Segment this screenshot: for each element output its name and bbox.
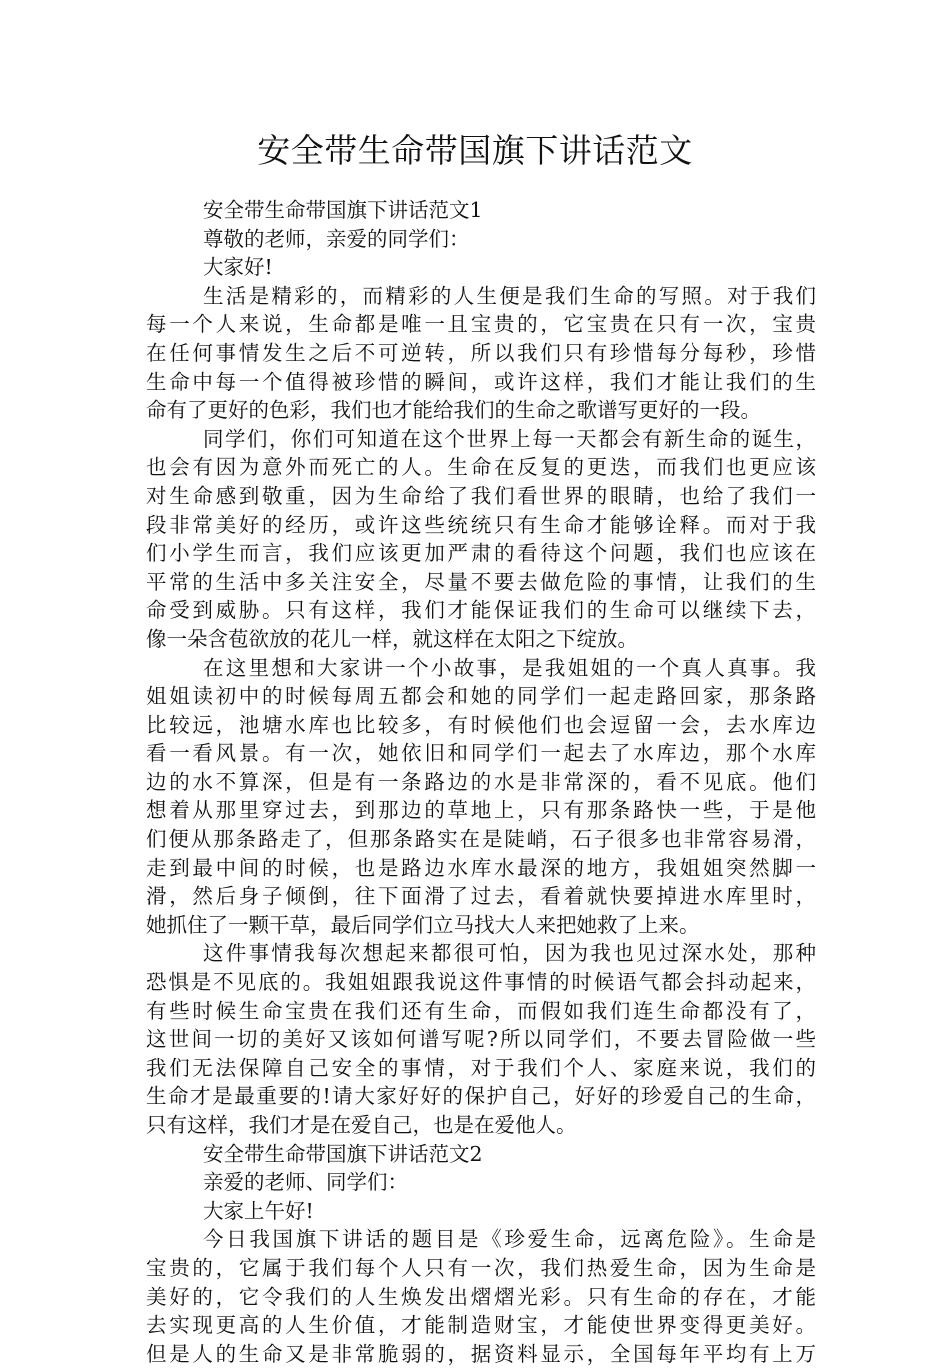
text-line: 们小学生而言，我们应该更加严肃的看待这个问题，我们也应该在 (146, 541, 816, 566)
text-line: 命有了更好的色彩，我们也才能给我们的生命之歌谱写更好的一段。 (146, 398, 761, 423)
text-line: 生命才是最重要的!请大家好好的保护自己，好好的珍爱自己的生命， (146, 1084, 816, 1109)
text-line: 有些时候生命宝贵在我们还有生命，而假如我们连生命都没有了， (146, 998, 816, 1023)
text-line: 去实现更高的人生价值，才能制造财宝，才能使世界变得更美好。 (146, 1313, 816, 1338)
text-line: 大家上午好! (203, 1198, 314, 1223)
text-line: 今日我国旗下讲话的题目是《珍爱生命，远离危险》。生命是 (203, 1227, 816, 1252)
text-line: 尊敬的老师，亲爱的同学们： (203, 226, 470, 251)
document-body (146, 196, 816, 1368)
text-line: 在任何事情发生之后不可逆转，所以我们只有珍惜每分每秒，珍惜 (146, 340, 816, 365)
text-line: 也会有因为意外而死亡的人。生命在反复的更迭，而我们也更应该 (146, 455, 816, 480)
text-line: 恐惧是不见底的。我姐姐跟我说这件事情的时候语气都会抖动起来， (146, 970, 816, 995)
text-line: 在这里想和大家讲一个小故事，是我姐姐的一个真人真事。我 (203, 655, 816, 680)
text-line: 命受到威胁。只有这样，我们才能保证我们的生命可以继续下去， (146, 598, 816, 623)
text-line: 生命中每一个值得被珍惜的瞬间，或许这样，我们才能让我们的生 (146, 369, 816, 394)
text-line: 但是人的生命又是非常脆弱的，据资料显示，全国每年平均有上万 (146, 1341, 816, 1366)
text-line: 安全带生命带国旗下讲话范文2 (203, 1141, 483, 1166)
text-line: 段非常美好的经历，或许这些统统只有生命才能够诠释。而对于我 (146, 512, 816, 537)
text-line: 只有这样，我们才是在爱自己，也是在爱他人。 (146, 1113, 577, 1137)
text-line: 姐姐读初中的时候每周五都会和她的同学们一起走路回家，那条路 (146, 684, 816, 709)
text-line: 安全带生命带国旗下讲话范文1 (203, 198, 483, 222)
text-line: 边的水不算深，但是有一条路边的水是非常深的，看不见底。他们 (146, 769, 816, 794)
text-line: 宝贵的，它属于我们每个人只有一次，我们热爱生命，因为生命是 (146, 1255, 816, 1280)
text-line: 想着从那里穿过去，到那边的草地上，只有那条路快一些，于是他 (146, 798, 816, 823)
document-title: 安全带生命带国旗下讲话范文 (257, 131, 693, 170)
text-line: 平常的生活中多关注安全，尽量不要去做危险的事情，让我们的生 (146, 569, 816, 594)
text-line: 大家好! (203, 255, 273, 280)
text-line: 每一个人来说，生命都是唯一且宝贵的，它宝贵在只有一次，宝贵 (146, 312, 816, 337)
text-line: 比较远，池塘水库也比较多，有时候他们也会逗留一会，去水库边 (146, 712, 816, 737)
text-line: 亲爱的老师、同学们： (203, 1170, 408, 1195)
text-line: 对生命感到敬重，因为生命给了我们看世界的眼睛，也给了我们一 (146, 483, 816, 508)
text-line: 美好的，它令我们的人生焕发出熠熠光彩。只有生命的存在，才能 (146, 1284, 816, 1309)
text-line: 看一看风景。有一次，她依旧和同学们一起去了水库边，那个水库 (146, 741, 816, 766)
text-line: 同学们，你们可知道在这个世界上每一天都会有新生命的诞生， (203, 426, 816, 451)
text-line: 这世间一切的美好又该如何谱写呢?所以同学们，不要去冒险做一些 (146, 1027, 816, 1052)
text-line: 们便从那条路走了，但那条路实在是陡峭，石子很多也非常容易滑， (146, 827, 816, 852)
text-line: 像一朵含苞欲放的花儿一样，就这样在太阳之下绽放。 (146, 626, 638, 651)
text-line: 她抓住了一颗干草，最后同学们立马找大人来把她救了上来。 (146, 912, 700, 937)
text-line: 滑，然后身子倾倒，往下面滑了过去，看着就快要掉进水库里时， (146, 884, 816, 909)
text-line: 生活是精彩的，而精彩的人生便是我们生命的写照。对于我们 (203, 283, 816, 308)
text-line: 我们无法保障自己安全的事情，对于我们个人、家庭来说，我们的 (146, 1055, 816, 1080)
text-line: 这件事情我每次想起来都很可怕，因为我也见过深水处，那种 (203, 941, 816, 966)
text-line: 走到最中间的时候，也是路边水库水最深的地方，我姐姐突然脚一 (146, 855, 816, 880)
